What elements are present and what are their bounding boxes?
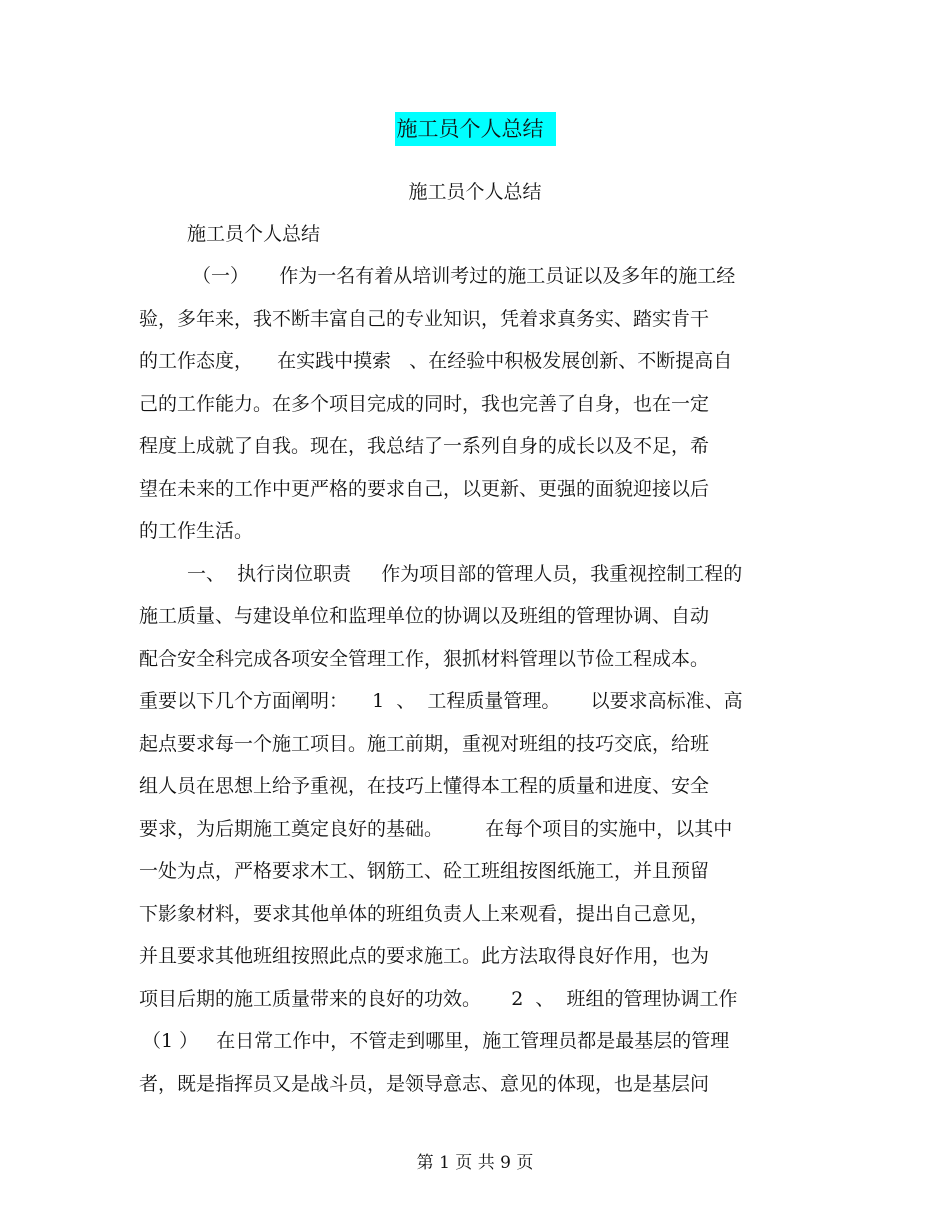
body-line: 程度上成就了自我。现在，我总结了一系列自身的成长以及不足，希 [139, 435, 710, 457]
body-line: 的工作态度， 在实践中摸索 、在经验中积极发展创新、不断提高自 [139, 350, 733, 372]
body-line: 施工质量、与建设单位和监理单位的协调以及班组的管理协调、自动 [139, 605, 710, 627]
body-line: 重要以下几个方面阐明： 1 、 工程质量管理。 以要求高标准、高 [139, 690, 743, 712]
body-line: 并且要求其他班组按照此点的要求施工。此方法取得良好作用，也为 [139, 945, 710, 967]
body-line: 下影象材料，要求其他单体的班组负责人上来观看，提出自己意见， [139, 903, 710, 925]
body-line: 组人员在思想上给予重视，在技巧上懂得本工程的质量和进度、安全 [139, 775, 710, 797]
body-line: 配合安全科完成各项安全管理工作，狠抓材料管理以节俭工程成本。 [139, 648, 710, 670]
highlighted-title: 施工员个人总结 [395, 112, 556, 146]
heading: 施工员个人总结 [187, 223, 321, 245]
page-footer: 第 1 页 共 9 页 [416, 1153, 534, 1173]
title-container [0, 112, 950, 146]
subtitle: 施工员个人总结 [408, 181, 542, 203]
body-line: 验，多年来，我不断丰富自己的专业知识，凭着求真务实、踏实肯干 [139, 308, 710, 330]
body-line: 项目后期的施工质量带来的良好的功效。 2 、 班组的管理协调工作 [139, 988, 738, 1010]
body-line: （一） 作为一名有着从培训考过的施工员证以及多年的施工经 [192, 265, 736, 287]
body-line: 望在未来的工作中更严格的要求自己，以更新、更强的面貌迎接以后 [139, 478, 710, 500]
body-line: 一处为点，严格要求木工、钢筋工、砼工班组按图纸施工，并且预留 [139, 860, 710, 882]
body-line: 者，既是指挥员又是战斗员，是领导意志、意见的体现，也是基层问 [139, 1073, 710, 1095]
body-line: 的工作生活。 [139, 520, 254, 542]
body-line: 起点要求每一个施工项目。施工前期，重视对班组的技巧交底，给班 [139, 733, 710, 755]
body-line: 一、 执行岗位职责 作为项目部的管理人员，我重视控制工程的 [187, 563, 743, 585]
body-line: 要求，为后期施工奠定良好的基础。 在每个项目的实施中，以其中 [139, 818, 733, 840]
body-line: （1 ） 在日常工作中，不管走到哪里，施工管理员都是最基层的管理 [142, 1030, 730, 1052]
body-line: 己的工作能力。在多个项目完成的同时，我也完善了自身，也在一定 [139, 393, 710, 415]
